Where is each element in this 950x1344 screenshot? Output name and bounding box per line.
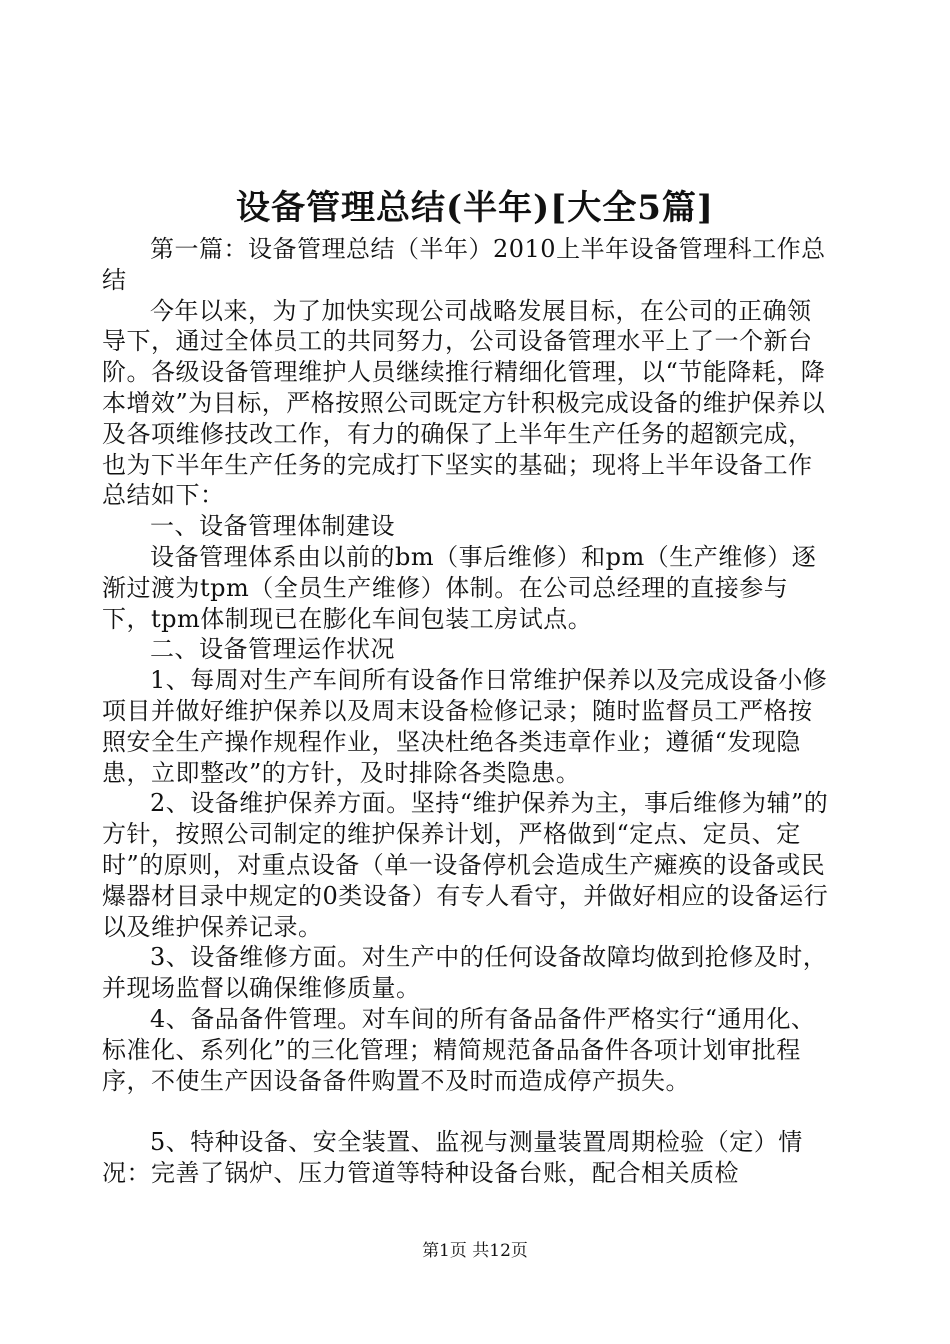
paragraph-intro: 今年以来，为了加快实现公司战略发展目标，在公司的正确领导下，通过全体员工的共同努力，公司设备管理水平上了一个新台阶。各级设备管理维护人员继续推行精细化管理，以“节能降耗，降本增效”为目标，严格按照公司既定方针积极完成设备的维护保养以及各项维修技改工作，有力的确保了上半年生产任务的超额完成，也为下半年生产任务的完成打下坚实的基础；现将上半年设备工作总结如下： bbox=[102, 296, 826, 510]
paragraph-item-1: 1、每周对生产车间所有设备作日常维护保养以及完成设备小修项目并做好维护保养以及周末设备检修记录；随时监督员工严格按照安全生产操作规程作业，坚决杜绝各类违章作业；遵循“发现隐患，立即整改”的方针，及时排除各类隐患。 bbox=[102, 666, 828, 787]
document-title: 设备管理总结(半年)[大全5篇] bbox=[235, 188, 714, 228]
paragraph-item-4: 4、备品备件管理。对车间的所有备品备件严格实行“通用化、标准化、系列化”的三化管理；精简规范备品备件各项计划审批程序，不使生产因设备备件购置不及时而造成停产损失。 bbox=[102, 1004, 816, 1095]
page-number-footer: 第1页 共12页 bbox=[422, 1241, 528, 1261]
paragraph-item-2: 2、设备维护保养方面。坚持“维护保养为主，事后维修为辅”的方针，按照公司制定的维护保养计划，严格做到“定点、定员、定时”的原则，对重点设备（单一设备停机会造成生产瘫痪的设备或民爆器材目录中规定的0类设备）有专人看守，并做好相应的设备运行以及维护保养记录。 bbox=[102, 789, 829, 941]
paragraph-heading-part-one: 第一篇：设备管理总结（半年）2010上半年设备管理科工作总结 bbox=[102, 235, 826, 294]
section-heading-operation: 二、设备管理运作状况 bbox=[150, 635, 395, 664]
paragraph-system: 设备管理体系由以前的bm（事后维修）和pm（生产维修）逐渐过渡为tpm（全员生产维修）体制。在公司总经理的直接参与下，tpm体制现已在膨化车间包装工房试点。 bbox=[102, 542, 817, 633]
document-body bbox=[102, 234, 834, 1189]
paragraph-item-5: 5、特种设备、安全装置、监视与测量装置周期检验（定）情况：完善了锅炉、压力管道等特种设备台账，配合相关质检 bbox=[102, 1128, 803, 1187]
section-heading-system: 一、设备管理体制建设 bbox=[150, 512, 395, 541]
paragraph-item-3: 3、设备维修方面。对生产中的任何设备故障均做到抢修及时，并现场监督以确保维修质量。 bbox=[102, 943, 828, 1003]
